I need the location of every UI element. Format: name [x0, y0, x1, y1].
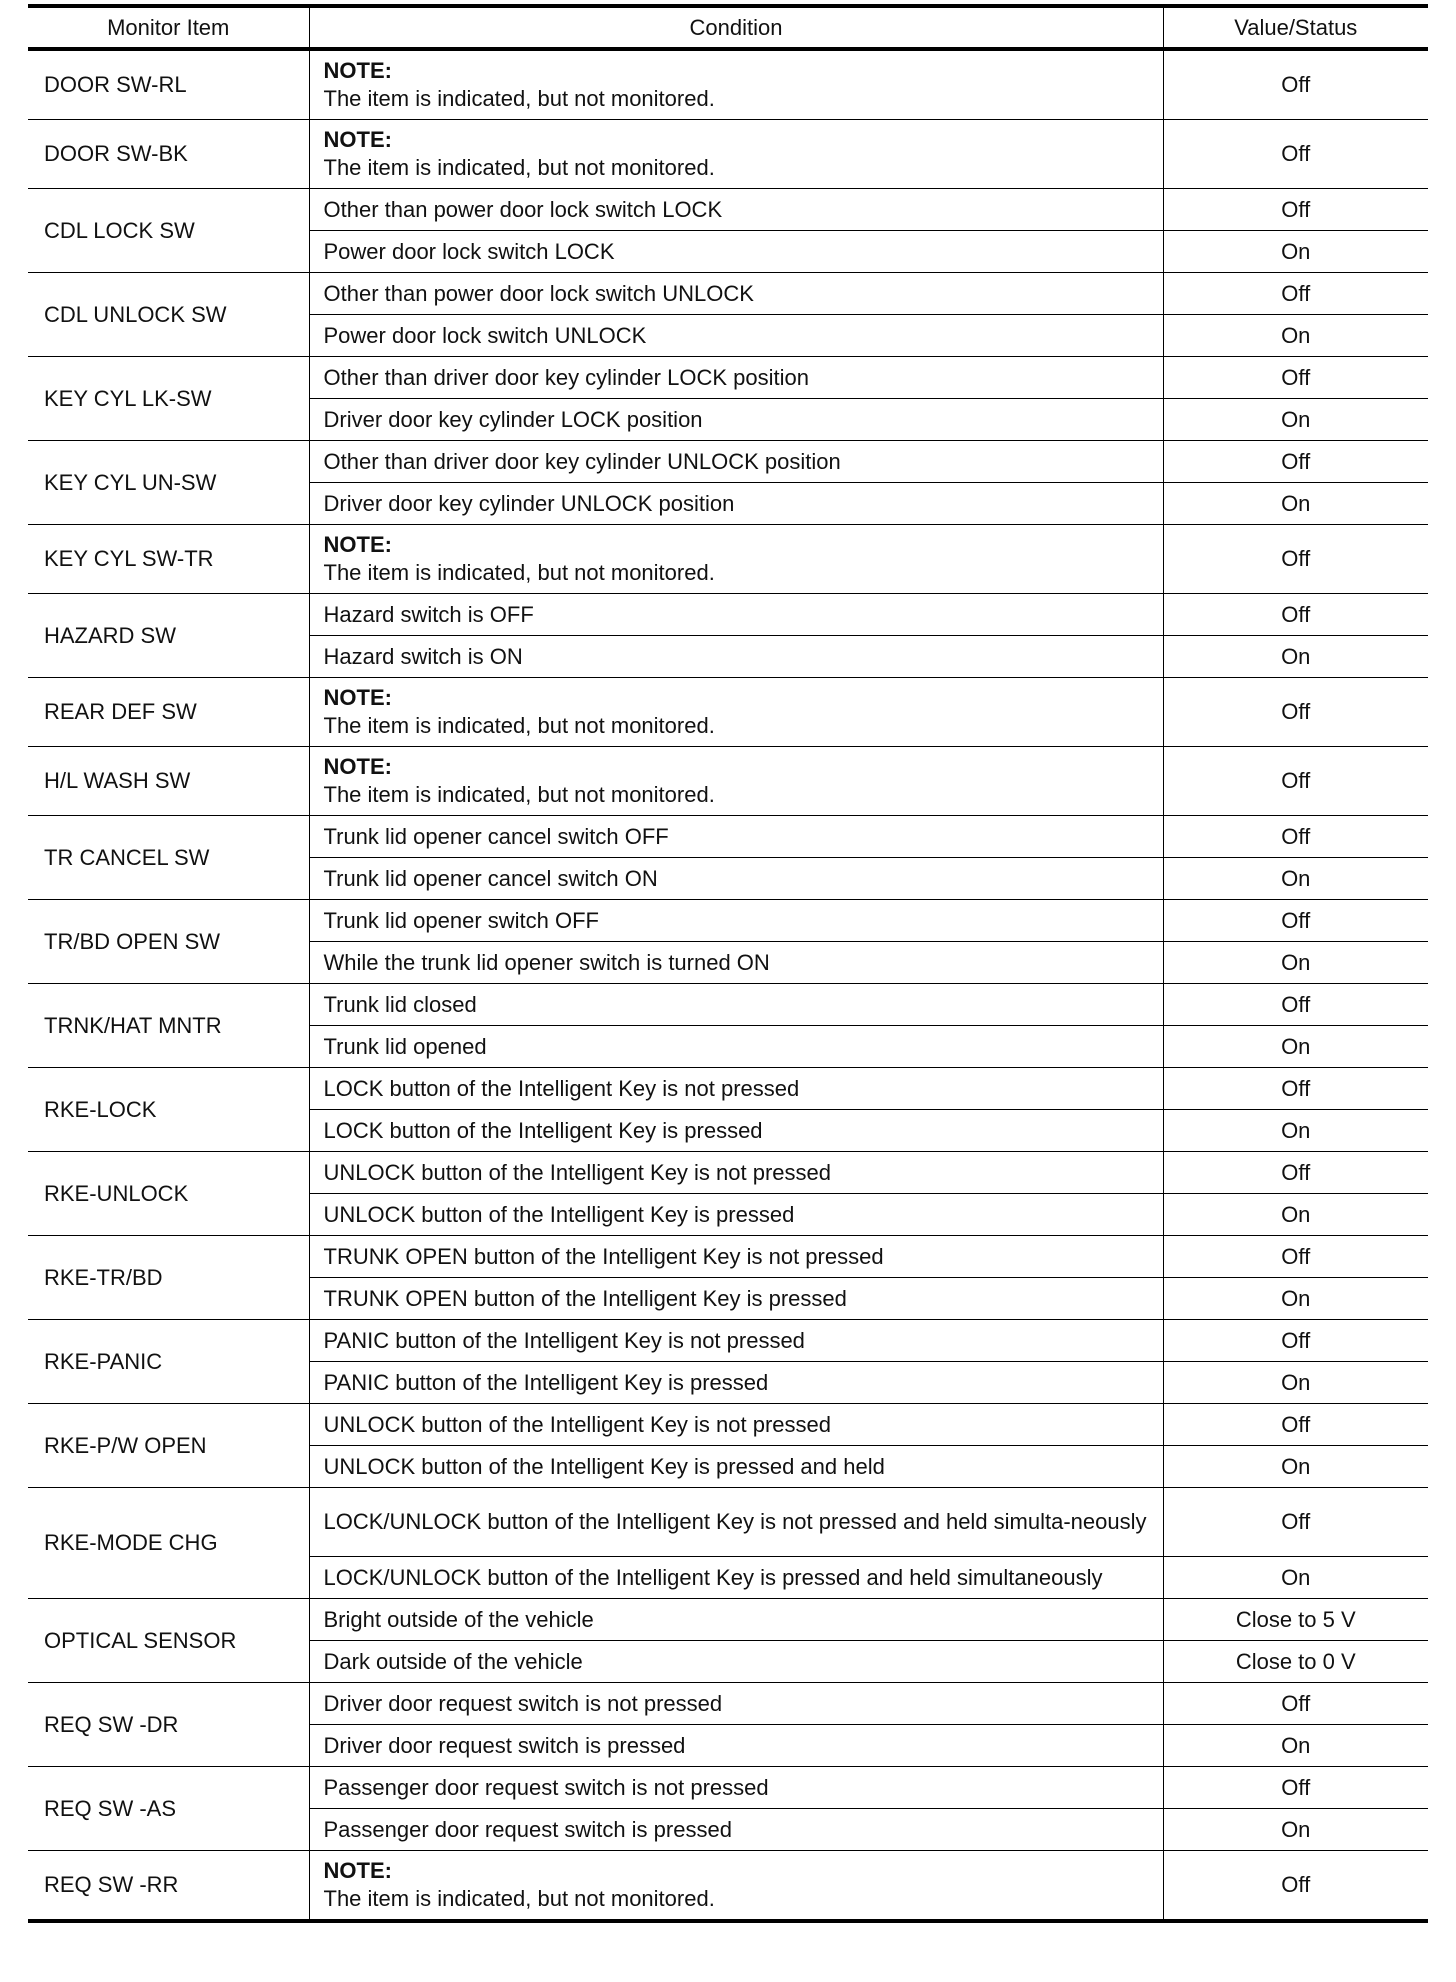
- condition-cell: Driver door request switch is pressed: [309, 1725, 1163, 1767]
- value-status-cell: Off: [1163, 1404, 1428, 1446]
- monitor-items-table: [28, 4, 1428, 1923]
- condition-cell: Other than driver door key cylinder LOCK position: [309, 357, 1163, 399]
- condition-cell: UNLOCK button of the Intelligent Key is not pressed: [309, 1152, 1163, 1194]
- table-row: [28, 678, 1428, 747]
- condition-cell: Power door lock switch LOCK: [309, 231, 1163, 273]
- value-status-cell: Off: [1163, 189, 1428, 231]
- note-text: The item is indicated, but not monitored.: [323, 560, 715, 585]
- value-status-cell: On: [1163, 636, 1428, 678]
- monitor-item-rke-unlock: RKE-UNLOCK: [28, 1152, 309, 1236]
- value-status-cell: Off: [1163, 1236, 1428, 1278]
- monitor-item-tr-cancel-sw: TR CANCEL SW: [28, 816, 309, 900]
- table-row: [28, 816, 1428, 858]
- monitor-item-door-sw-rl: DOOR SW-RL: [28, 49, 309, 120]
- table-row: [28, 594, 1428, 636]
- table-row: [28, 900, 1428, 942]
- note-text: The item is indicated, but not monitored.: [323, 782, 715, 807]
- value-status-cell: Off: [1163, 1683, 1428, 1725]
- monitor-item-req-sw-dr: REQ SW -DR: [28, 1683, 309, 1767]
- table-row: [28, 273, 1428, 315]
- value-status-cell: On: [1163, 1725, 1428, 1767]
- table-row: [28, 1599, 1428, 1641]
- condition-cell: Other than power door lock switch UNLOCK: [309, 273, 1163, 315]
- value-status-cell: Off: [1163, 1767, 1428, 1809]
- monitor-item-door-sw-bk: DOOR SW-BK: [28, 120, 309, 189]
- value-status-cell: On: [1163, 315, 1428, 357]
- value-status-cell: Off: [1163, 49, 1428, 120]
- value-status-cell: On: [1163, 1110, 1428, 1152]
- condition-cell: While the trunk lid opener switch is turned ON: [309, 942, 1163, 984]
- value-status-cell: On: [1163, 1809, 1428, 1851]
- header-value-status: Value/Status: [1163, 6, 1428, 49]
- monitor-item-cdl-lock-sw: CDL LOCK SW: [28, 189, 309, 273]
- condition-cell: TRUNK OPEN button of the Intelligent Key is not pressed: [309, 1236, 1163, 1278]
- monitor-item-optical-sensor: OPTICAL SENSOR: [28, 1599, 309, 1683]
- condition-cell: Dark outside of the vehicle: [309, 1641, 1163, 1683]
- monitor-item-rke-p-w-open: RKE-P/W OPEN: [28, 1404, 309, 1488]
- value-status-cell: Off: [1163, 594, 1428, 636]
- table-row: [28, 189, 1428, 231]
- condition-cell: [309, 678, 1163, 747]
- value-status-cell: On: [1163, 942, 1428, 984]
- value-status-cell: Off: [1163, 1851, 1428, 1922]
- value-status-cell: Off: [1163, 1488, 1428, 1557]
- note-label: NOTE:: [323, 58, 392, 83]
- value-status-cell: Off: [1163, 1320, 1428, 1362]
- value-status-cell: On: [1163, 858, 1428, 900]
- value-status-cell: On: [1163, 1026, 1428, 1068]
- value-status-cell: On: [1163, 231, 1428, 273]
- table-row: [28, 1683, 1428, 1725]
- condition-cell: Trunk lid opened: [309, 1026, 1163, 1068]
- table-row: [28, 747, 1428, 816]
- condition-cell: Driver door key cylinder LOCK position: [309, 399, 1163, 441]
- table-row: [28, 357, 1428, 399]
- condition-cell: Trunk lid opener cancel switch ON: [309, 858, 1163, 900]
- condition-cell: Hazard switch is ON: [309, 636, 1163, 678]
- note-label: NOTE:: [323, 1858, 392, 1883]
- value-status-cell: Off: [1163, 1068, 1428, 1110]
- condition-cell: Driver door key cylinder UNLOCK position: [309, 483, 1163, 525]
- value-status-cell: Off: [1163, 441, 1428, 483]
- monitor-item-tr-bd-open-sw: TR/BD OPEN SW: [28, 900, 309, 984]
- condition-cell: [309, 747, 1163, 816]
- monitor-item-key-cyl-lk-sw: KEY CYL LK-SW: [28, 357, 309, 441]
- condition-cell: [309, 525, 1163, 594]
- value-status-cell: On: [1163, 399, 1428, 441]
- value-status-cell: On: [1163, 483, 1428, 525]
- value-status-cell: Off: [1163, 120, 1428, 189]
- value-status-cell: On: [1163, 1557, 1428, 1599]
- monitor-item-rke-panic: RKE-PANIC: [28, 1320, 309, 1404]
- condition-cell: Passenger door request switch is pressed: [309, 1809, 1163, 1851]
- value-status-cell: Off: [1163, 816, 1428, 858]
- condition-cell: Power door lock switch UNLOCK: [309, 315, 1163, 357]
- table-row: [28, 1152, 1428, 1194]
- value-status-cell: Off: [1163, 525, 1428, 594]
- condition-cell: Driver door request switch is not pressed: [309, 1683, 1163, 1725]
- condition-cell: [309, 120, 1163, 189]
- header-condition: Condition: [309, 6, 1163, 49]
- condition-cell: PANIC button of the Intelligent Key is not pressed: [309, 1320, 1163, 1362]
- monitor-item-trnk-hat-mntr: TRNK/HAT MNTR: [28, 984, 309, 1068]
- table-row: [28, 1488, 1428, 1557]
- condition-cell: Bright outside of the vehicle: [309, 1599, 1163, 1641]
- note-label: NOTE:: [323, 685, 392, 710]
- table-row: [28, 984, 1428, 1026]
- monitor-item-rke-lock: RKE-LOCK: [28, 1068, 309, 1152]
- value-status-cell: Off: [1163, 900, 1428, 942]
- condition-cell: [309, 49, 1163, 120]
- condition-cell: TRUNK OPEN button of the Intelligent Key is pressed: [309, 1278, 1163, 1320]
- condition-cell: [309, 1851, 1163, 1922]
- monitor-item-hazard-sw: HAZARD SW: [28, 594, 309, 678]
- note-label: NOTE:: [323, 754, 392, 779]
- condition-cell: LOCK button of the Intelligent Key is pressed: [309, 1110, 1163, 1152]
- value-status-cell: Off: [1163, 678, 1428, 747]
- header-monitor-item: Monitor Item: [28, 6, 309, 49]
- condition-cell: Hazard switch is OFF: [309, 594, 1163, 636]
- table-row: [28, 525, 1428, 594]
- table-body: [28, 49, 1428, 1921]
- value-status-cell: Off: [1163, 1152, 1428, 1194]
- condition-cell: UNLOCK button of the Intelligent Key is pressed and held: [309, 1446, 1163, 1488]
- monitor-item-key-cyl-sw-tr: KEY CYL SW-TR: [28, 525, 309, 594]
- table-row: [28, 1851, 1428, 1922]
- condition-cell: Trunk lid opener switch OFF: [309, 900, 1163, 942]
- monitor-item-req-sw-rr: REQ SW -RR: [28, 1851, 309, 1922]
- table-row: [28, 1236, 1428, 1278]
- condition-cell: LOCK/UNLOCK button of the Intelligent Key is pressed and held simultaneously: [309, 1557, 1163, 1599]
- note-text: The item is indicated, but not monitored.: [323, 86, 715, 111]
- condition-cell: LOCK/UNLOCK button of the Intelligent Key is not pressed and held simulta-neously: [309, 1488, 1163, 1557]
- table-row: [28, 1068, 1428, 1110]
- value-status-cell: Off: [1163, 273, 1428, 315]
- note-text: The item is indicated, but not monitored.: [323, 1886, 715, 1911]
- note-text: The item is indicated, but not monitored.: [323, 155, 715, 180]
- condition-cell: PANIC button of the Intelligent Key is pressed: [309, 1362, 1163, 1404]
- condition-cell: Trunk lid opener cancel switch OFF: [309, 816, 1163, 858]
- condition-cell: Other than driver door key cylinder UNLOCK position: [309, 441, 1163, 483]
- condition-cell: Other than power door lock switch LOCK: [309, 189, 1163, 231]
- condition-cell: Passenger door request switch is not pressed: [309, 1767, 1163, 1809]
- note-label: NOTE:: [323, 127, 392, 152]
- table-row: [28, 120, 1428, 189]
- header-row: [28, 6, 1428, 49]
- value-status-cell: Off: [1163, 357, 1428, 399]
- table-row: [28, 441, 1428, 483]
- monitor-item-rear-def-sw: REAR DEF SW: [28, 678, 309, 747]
- value-status-cell: On: [1163, 1194, 1428, 1236]
- condition-cell: UNLOCK button of the Intelligent Key is pressed: [309, 1194, 1163, 1236]
- value-status-cell: On: [1163, 1362, 1428, 1404]
- value-status-cell: Off: [1163, 984, 1428, 1026]
- note-label: NOTE:: [323, 532, 392, 557]
- table-row: [28, 1767, 1428, 1809]
- value-status-cell: On: [1163, 1446, 1428, 1488]
- table-row: [28, 49, 1428, 120]
- monitor-item-rke-tr-bd: RKE-TR/BD: [28, 1236, 309, 1320]
- table-row: [28, 1404, 1428, 1446]
- value-status-cell: Close to 5 V: [1163, 1599, 1428, 1641]
- condition-cell: LOCK button of the Intelligent Key is not pressed: [309, 1068, 1163, 1110]
- value-status-cell: Off: [1163, 747, 1428, 816]
- monitor-item-rke-mode-chg: RKE-MODE CHG: [28, 1488, 309, 1599]
- note-text: The item is indicated, but not monitored.: [323, 713, 715, 738]
- value-status-cell: On: [1163, 1278, 1428, 1320]
- table-row: [28, 1320, 1428, 1362]
- monitor-item-key-cyl-un-sw: KEY CYL UN-SW: [28, 441, 309, 525]
- monitor-item-cdl-unlock-sw: CDL UNLOCK SW: [28, 273, 309, 357]
- table-header: [28, 6, 1428, 49]
- condition-cell: UNLOCK button of the Intelligent Key is not pressed: [309, 1404, 1163, 1446]
- monitor-item-h-l-wash-sw: H/L WASH SW: [28, 747, 309, 816]
- condition-cell: Trunk lid closed: [309, 984, 1163, 1026]
- monitor-item-req-sw-as: REQ SW -AS: [28, 1767, 309, 1851]
- value-status-cell: Close to 0 V: [1163, 1641, 1428, 1683]
